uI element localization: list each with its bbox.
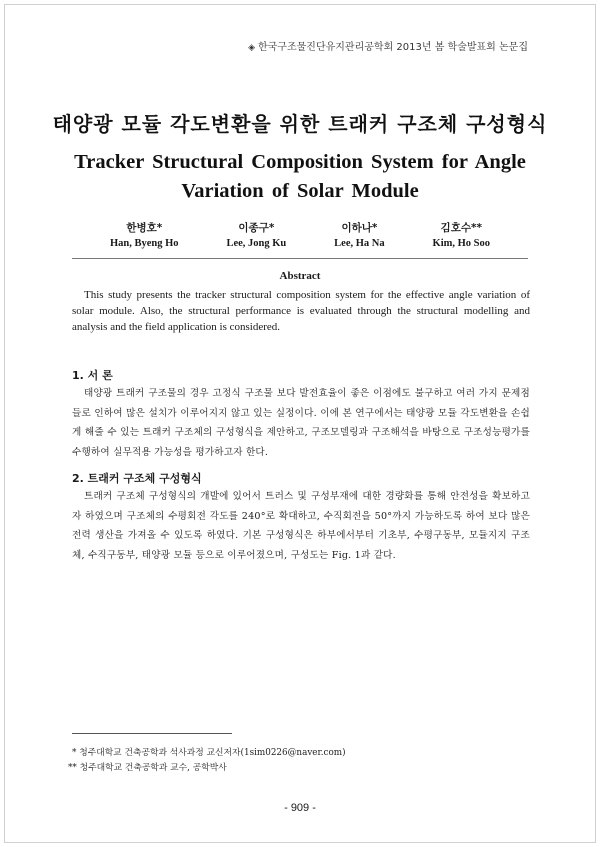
divider [72, 258, 528, 259]
footnote-divider [72, 733, 232, 734]
footnote: * 청주대학교 건축공학과 석사과정 교신저자(1sim0226@naver.com) [72, 748, 346, 758]
author-name-en: Lee, Jong Ku [226, 238, 287, 249]
page-number: - 909 - [284, 802, 316, 814]
author [334, 220, 384, 252]
section-heading-composition: 2. 트래커 구조체 구성형식 [72, 472, 202, 485]
author-name-en: Kim, Ho Soo [432, 238, 490, 249]
author-name-ko: 한병호* [126, 222, 163, 234]
section-body-introduction: 태양광 트래커 구조물의 경우 고정식 구조물 보다 발전효율이 좋은 이점에도 불구하고 여러 가지 문제점들로 인하여 많은 설치가 이루어지지 않고 있는 실정이다. 이에 본 연구에서는 태양광 모듈 각도변환을 손쉽게 해줄 수 있는 트래커 구조체의 구성형식을 제안하고, 구조모델링과 구조해석을 바탕으로 구조성능평가를 수행하여 실무적용 가능성을 평가하고자 한다. [72, 388, 530, 458]
author-name-en: Lee, Ha Na [334, 238, 385, 249]
author [110, 220, 179, 252]
abstract-body: This study presents the tracker structural composition system for the effective angle variation of solar module. Also, the structural performance is evaluated through the structural modelling and analysis and the field application is considered. [72, 289, 530, 333]
footnote: ** 청주대학교 건축공학과 교수, 공학박사 [68, 763, 227, 773]
running-header [248, 38, 528, 53]
header-text: 한국구조물진단유지관리공학회 2013년 봄 학술발표회 논문집 [257, 42, 528, 53]
author-name-ko: 이종구* [238, 222, 275, 234]
author-name-ko: 김호수** [440, 222, 482, 234]
abstract-heading: Abstract [279, 270, 321, 282]
section-body-composition: 트래커 구조체 구성형식의 개발에 있어서 트러스 및 구성부재에 대한 경량화를 통해 안전성을 확보하고자 하였으며 구조체의 수평회전 각도를 240°로 확대하고, 수직회전을 50°까지 가능하도록 하여 보다 많은 전력 생산을 가져올 수 있도록 하였다. 기본 구성형식은 하부에서부터 기초부, 수평구동부, 모듈지지 구조체, 수직구동부, 태양광 모듈 등으로 이루어졌으며, 구성도는 Fig. 1과 같다. [72, 491, 530, 561]
author [433, 220, 490, 252]
footnotes [68, 746, 528, 776]
title-english: Tracker Structural Composition System for Angle Variation of Solar Module [74, 151, 526, 202]
author [226, 220, 286, 252]
header-mark-icon: ◈ [248, 43, 255, 53]
section-heading-introduction: 1. 서 론 [72, 369, 113, 382]
author-list [110, 220, 490, 252]
author-name-ko: 이하나* [341, 222, 378, 234]
author-name-en: Han, Byeng Ho [110, 238, 179, 249]
title-korean: 태양광 모듈 각도변환을 위한 트래커 구조체 구성형식 [52, 112, 548, 136]
